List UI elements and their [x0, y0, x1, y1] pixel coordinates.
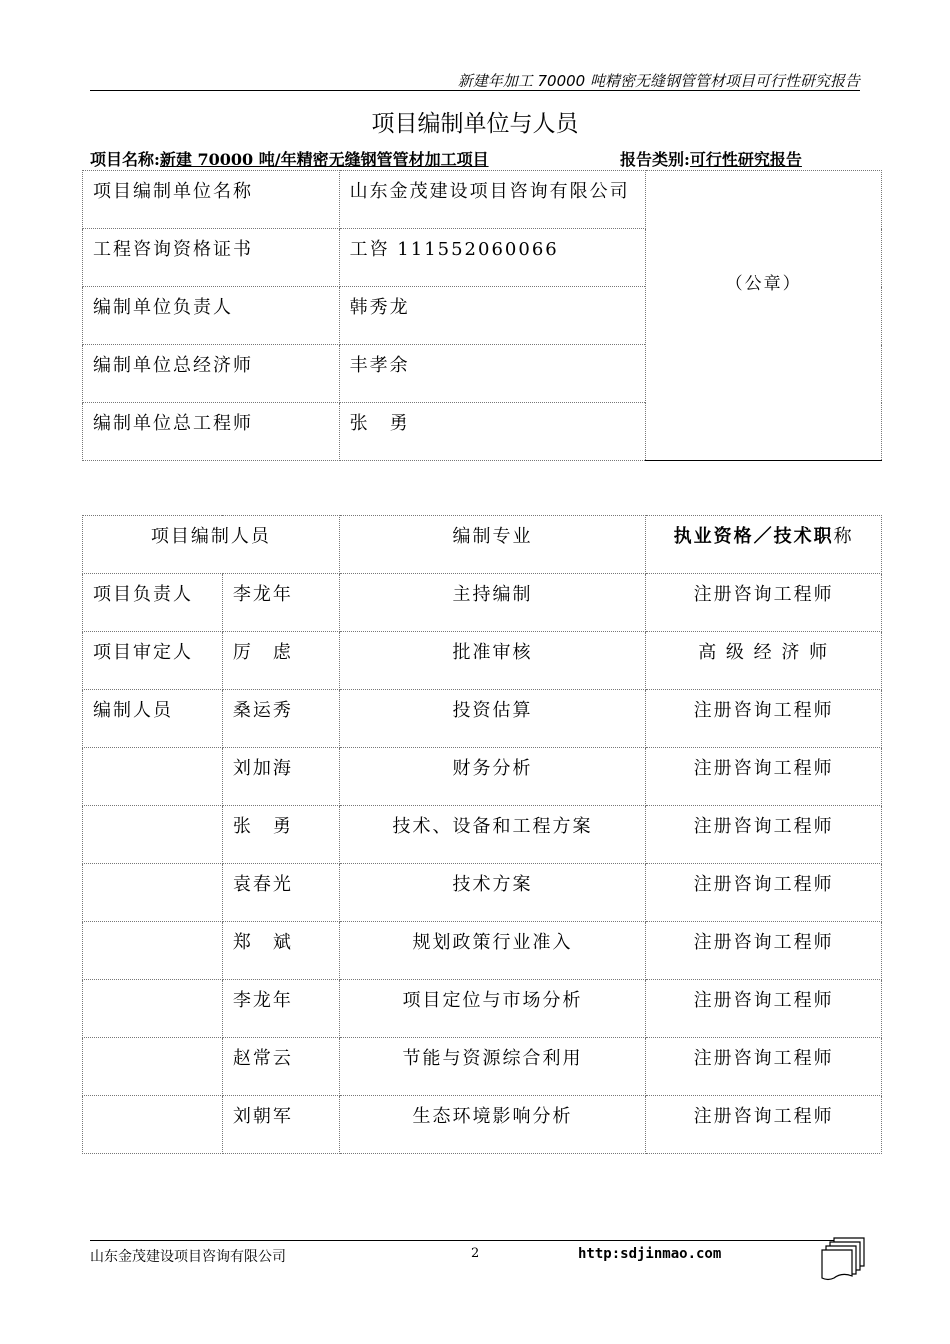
staff-role: 项目负责人 — [83, 574, 223, 632]
staff-specialty: 批准审核 — [339, 632, 646, 690]
staff-table-row — [83, 1096, 882, 1154]
staff-name: 赵常云 — [222, 1038, 339, 1096]
unit-row-label: 项目编制单位名称 — [83, 171, 340, 229]
staff-name: 郑 斌 — [222, 922, 339, 980]
staff-specialty: 技术方案 — [339, 864, 646, 922]
unit-table-body — [83, 171, 882, 461]
staff-qualification: 注册咨询工程师 — [646, 1038, 882, 1096]
unit-row-label: 编制单位总工程师 — [83, 403, 340, 461]
staff-role — [83, 922, 223, 980]
unit-row-value: 丰孝余 — [339, 345, 646, 403]
staff-specialty: 项目定位与市场分析 — [339, 980, 646, 1038]
staff-table-row — [83, 1038, 882, 1096]
staff-qualification: 注册咨询工程师 — [646, 748, 882, 806]
project-name-value: 新建 70000 吨/年精密无缝钢管管材加工项目 — [159, 150, 489, 169]
staff-specialty: 主持编制 — [339, 574, 646, 632]
unit-row-value: 韩秀龙 — [339, 287, 646, 345]
unit-row-label: 工程咨询资格证书 — [83, 229, 340, 287]
staff-role — [83, 806, 223, 864]
staff-table-row — [83, 864, 882, 922]
header-personnel: 项目编制人员 — [83, 516, 340, 574]
header-rule — [90, 90, 860, 91]
staff-name: 刘加海 — [222, 748, 339, 806]
staff-table — [82, 515, 882, 1154]
running-header-title: 新建年加工 70000 吨精密无缝钢管管材项目可行性研究报告 — [457, 72, 860, 90]
staff-role — [83, 980, 223, 1038]
staff-table-row — [83, 632, 882, 690]
staff-table-row — [83, 806, 882, 864]
footer-rule — [90, 1240, 860, 1241]
staff-role — [83, 1038, 223, 1096]
unit-row-value: 张 勇 — [339, 403, 646, 461]
staff-specialty: 财务分析 — [339, 748, 646, 806]
page-number: 2 — [471, 1246, 480, 1261]
staff-specialty: 规划政策行业准入 — [339, 922, 646, 980]
staff-role: 项目审定人 — [83, 632, 223, 690]
unit-table-row — [83, 171, 882, 229]
staff-table-row — [83, 690, 882, 748]
project-name-label: 项目名称: — [90, 150, 160, 169]
header-qualification-bold: 执业资格／技术职 — [673, 526, 834, 547]
staff-role — [83, 864, 223, 922]
staff-name: 李龙年 — [222, 980, 339, 1038]
document-stack-icon — [820, 1236, 868, 1282]
staff-qualification: 注册咨询工程师 — [646, 864, 882, 922]
footer-url: http:sdjinmao.com — [578, 1246, 722, 1262]
staff-qualification: 注册咨询工程师 — [646, 806, 882, 864]
footer-company: 山东金茂建设项目咨询有限公司 — [90, 1249, 286, 1265]
staff-table-header-row — [83, 516, 882, 574]
staff-table-row — [83, 748, 882, 806]
staff-name: 袁春光 — [222, 864, 339, 922]
official-seal-area: （公章） — [646, 171, 882, 461]
staff-table-row — [83, 922, 882, 980]
report-type-value: 可行性研究报告 — [689, 150, 802, 169]
staff-role: 编制人员 — [83, 690, 223, 748]
staff-name: 李龙年 — [222, 574, 339, 632]
unit-row-value: 山东金茂建设项目咨询有限公司 — [339, 171, 646, 229]
staff-qualification: 注册咨询工程师 — [646, 574, 882, 632]
staff-table-row — [83, 980, 882, 1038]
staff-specialty: 技术、设备和工程方案 — [339, 806, 646, 864]
staff-qualification: 高 级 经 济 师 — [646, 632, 882, 690]
report-type-line — [620, 147, 802, 170]
header-specialty: 编制专业 — [339, 516, 646, 574]
unit-table — [82, 170, 882, 461]
staff-qualification: 注册咨询工程师 — [646, 980, 882, 1038]
project-name-line — [90, 147, 489, 170]
unit-row-label: 编制单位总经济师 — [83, 345, 340, 403]
staff-table-body — [83, 574, 882, 1154]
unit-row-label: 编制单位负责人 — [83, 287, 340, 345]
header-qualification-tail: 称 — [833, 526, 854, 547]
staff-table-row — [83, 574, 882, 632]
staff-qualification: 注册咨询工程师 — [646, 922, 882, 980]
header-qualification — [646, 516, 882, 574]
unit-row-value: 工咨 111552060066 — [339, 229, 646, 287]
staff-qualification: 注册咨询工程师 — [646, 1096, 882, 1154]
staff-qualification: 注册咨询工程师 — [646, 690, 882, 748]
staff-name: 张 勇 — [222, 806, 339, 864]
staff-role — [83, 1096, 223, 1154]
staff-name: 厉 虑 — [222, 632, 339, 690]
report-type-label: 报告类别: — [620, 150, 690, 169]
page-title: 项目编制单位与人员 — [371, 111, 579, 137]
staff-name: 刘朝军 — [222, 1096, 339, 1154]
staff-specialty: 节能与资源综合利用 — [339, 1038, 646, 1096]
staff-name: 桑运秀 — [222, 690, 339, 748]
staff-role — [83, 748, 223, 806]
staff-specialty: 生态环境影响分析 — [339, 1096, 646, 1154]
staff-specialty: 投资估算 — [339, 690, 646, 748]
